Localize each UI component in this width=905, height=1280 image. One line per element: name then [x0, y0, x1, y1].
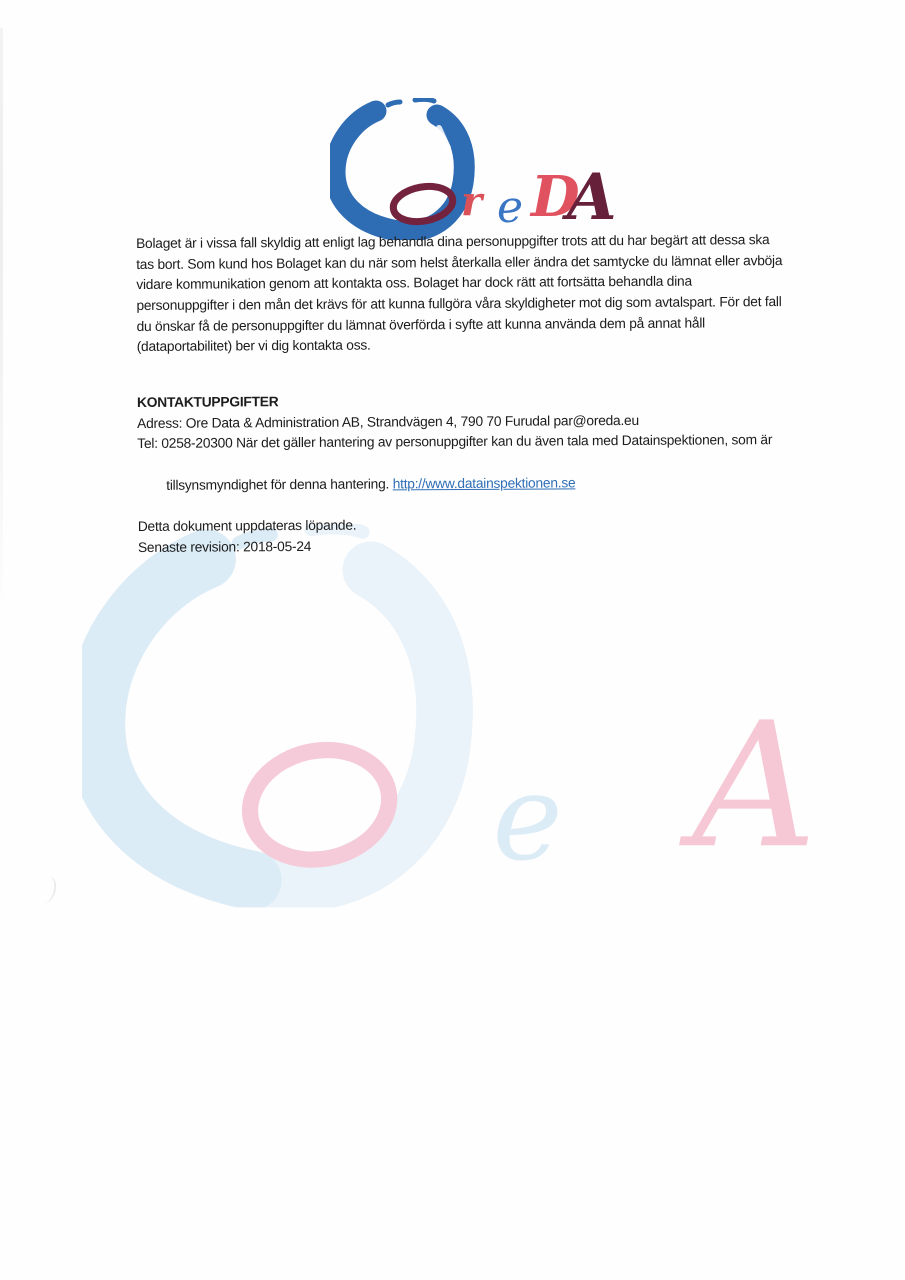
scan-edge-shadow — [0, 28, 3, 598]
document-update-note: Detta dokument uppdateras löpande. — [137, 517, 357, 534]
oreda-logo-watermark — [82, 524, 838, 929]
watermark-letter-e: e — [492, 750, 563, 889]
body-line: du önskar få de personuppgifter du lämnat överförda i syfte att kunna använda dem på annat håll — [136, 315, 705, 334]
logo-letter-d: D — [531, 164, 580, 230]
contact-address-line: Adress: Ore Data & Administration AB, Strandvägen 4, 790 70 Furudal par@oreda.eu — [137, 412, 639, 431]
body-paragraph — [136, 230, 837, 358]
body-line: (dataportabilitet) ber vi dig kontakta oss. — [136, 337, 371, 355]
watermark-letter-a: A — [692, 688, 817, 889]
body-line: vidare kommunikation genom att kontakta oss. Bolaget har dock rätt att fortsätta behandla dina — [136, 273, 692, 293]
body-line: tas bort. Som kund hos Bolaget kan du när som helst återkalla eller ändra det samtycke du lämnat eller avböja — [136, 252, 783, 272]
datainspektionen-link[interactable]: http://www.datainspektionen.se — [392, 474, 576, 491]
contact-section — [137, 389, 838, 559]
oreda-logo — [330, 98, 617, 248]
revision-date-line: Senaste revision: 2018-05-24 — [137, 538, 312, 555]
watermark-brush-ring-icon — [82, 524, 487, 907]
body-line: personuppgifter i den mån det krävs för att kunna fullgöra våra skyldigheter mot dig som avtalspart. För det fall — [136, 294, 782, 313]
contact-supervision-prefix: tillsynsmyndighet för denna hantering. — [166, 475, 393, 493]
faint-paren-mark — [39, 875, 57, 904]
logo-letter-r: r — [461, 178, 483, 225]
contact-tel-line: Tel: 0258-20300 När det gäller hantering av personuppgifter kan du även tala med Datainspektionen, som är — [137, 432, 773, 452]
body-line: Bolaget är i vissa fall skyldig att enligt lag behandla dina personuppgifter trots att du har begärt att dessa ska — [136, 232, 770, 251]
logo-letter-a: A — [567, 160, 617, 235]
logo-letter-e: e — [497, 182, 524, 233]
contact-supervision-line — [137, 451, 837, 517]
document-text-column — [136, 230, 838, 558]
contact-heading: KONTAKTUPPGIFTER — [136, 394, 279, 410]
watermark-letter-o — [82, 524, 838, 929]
